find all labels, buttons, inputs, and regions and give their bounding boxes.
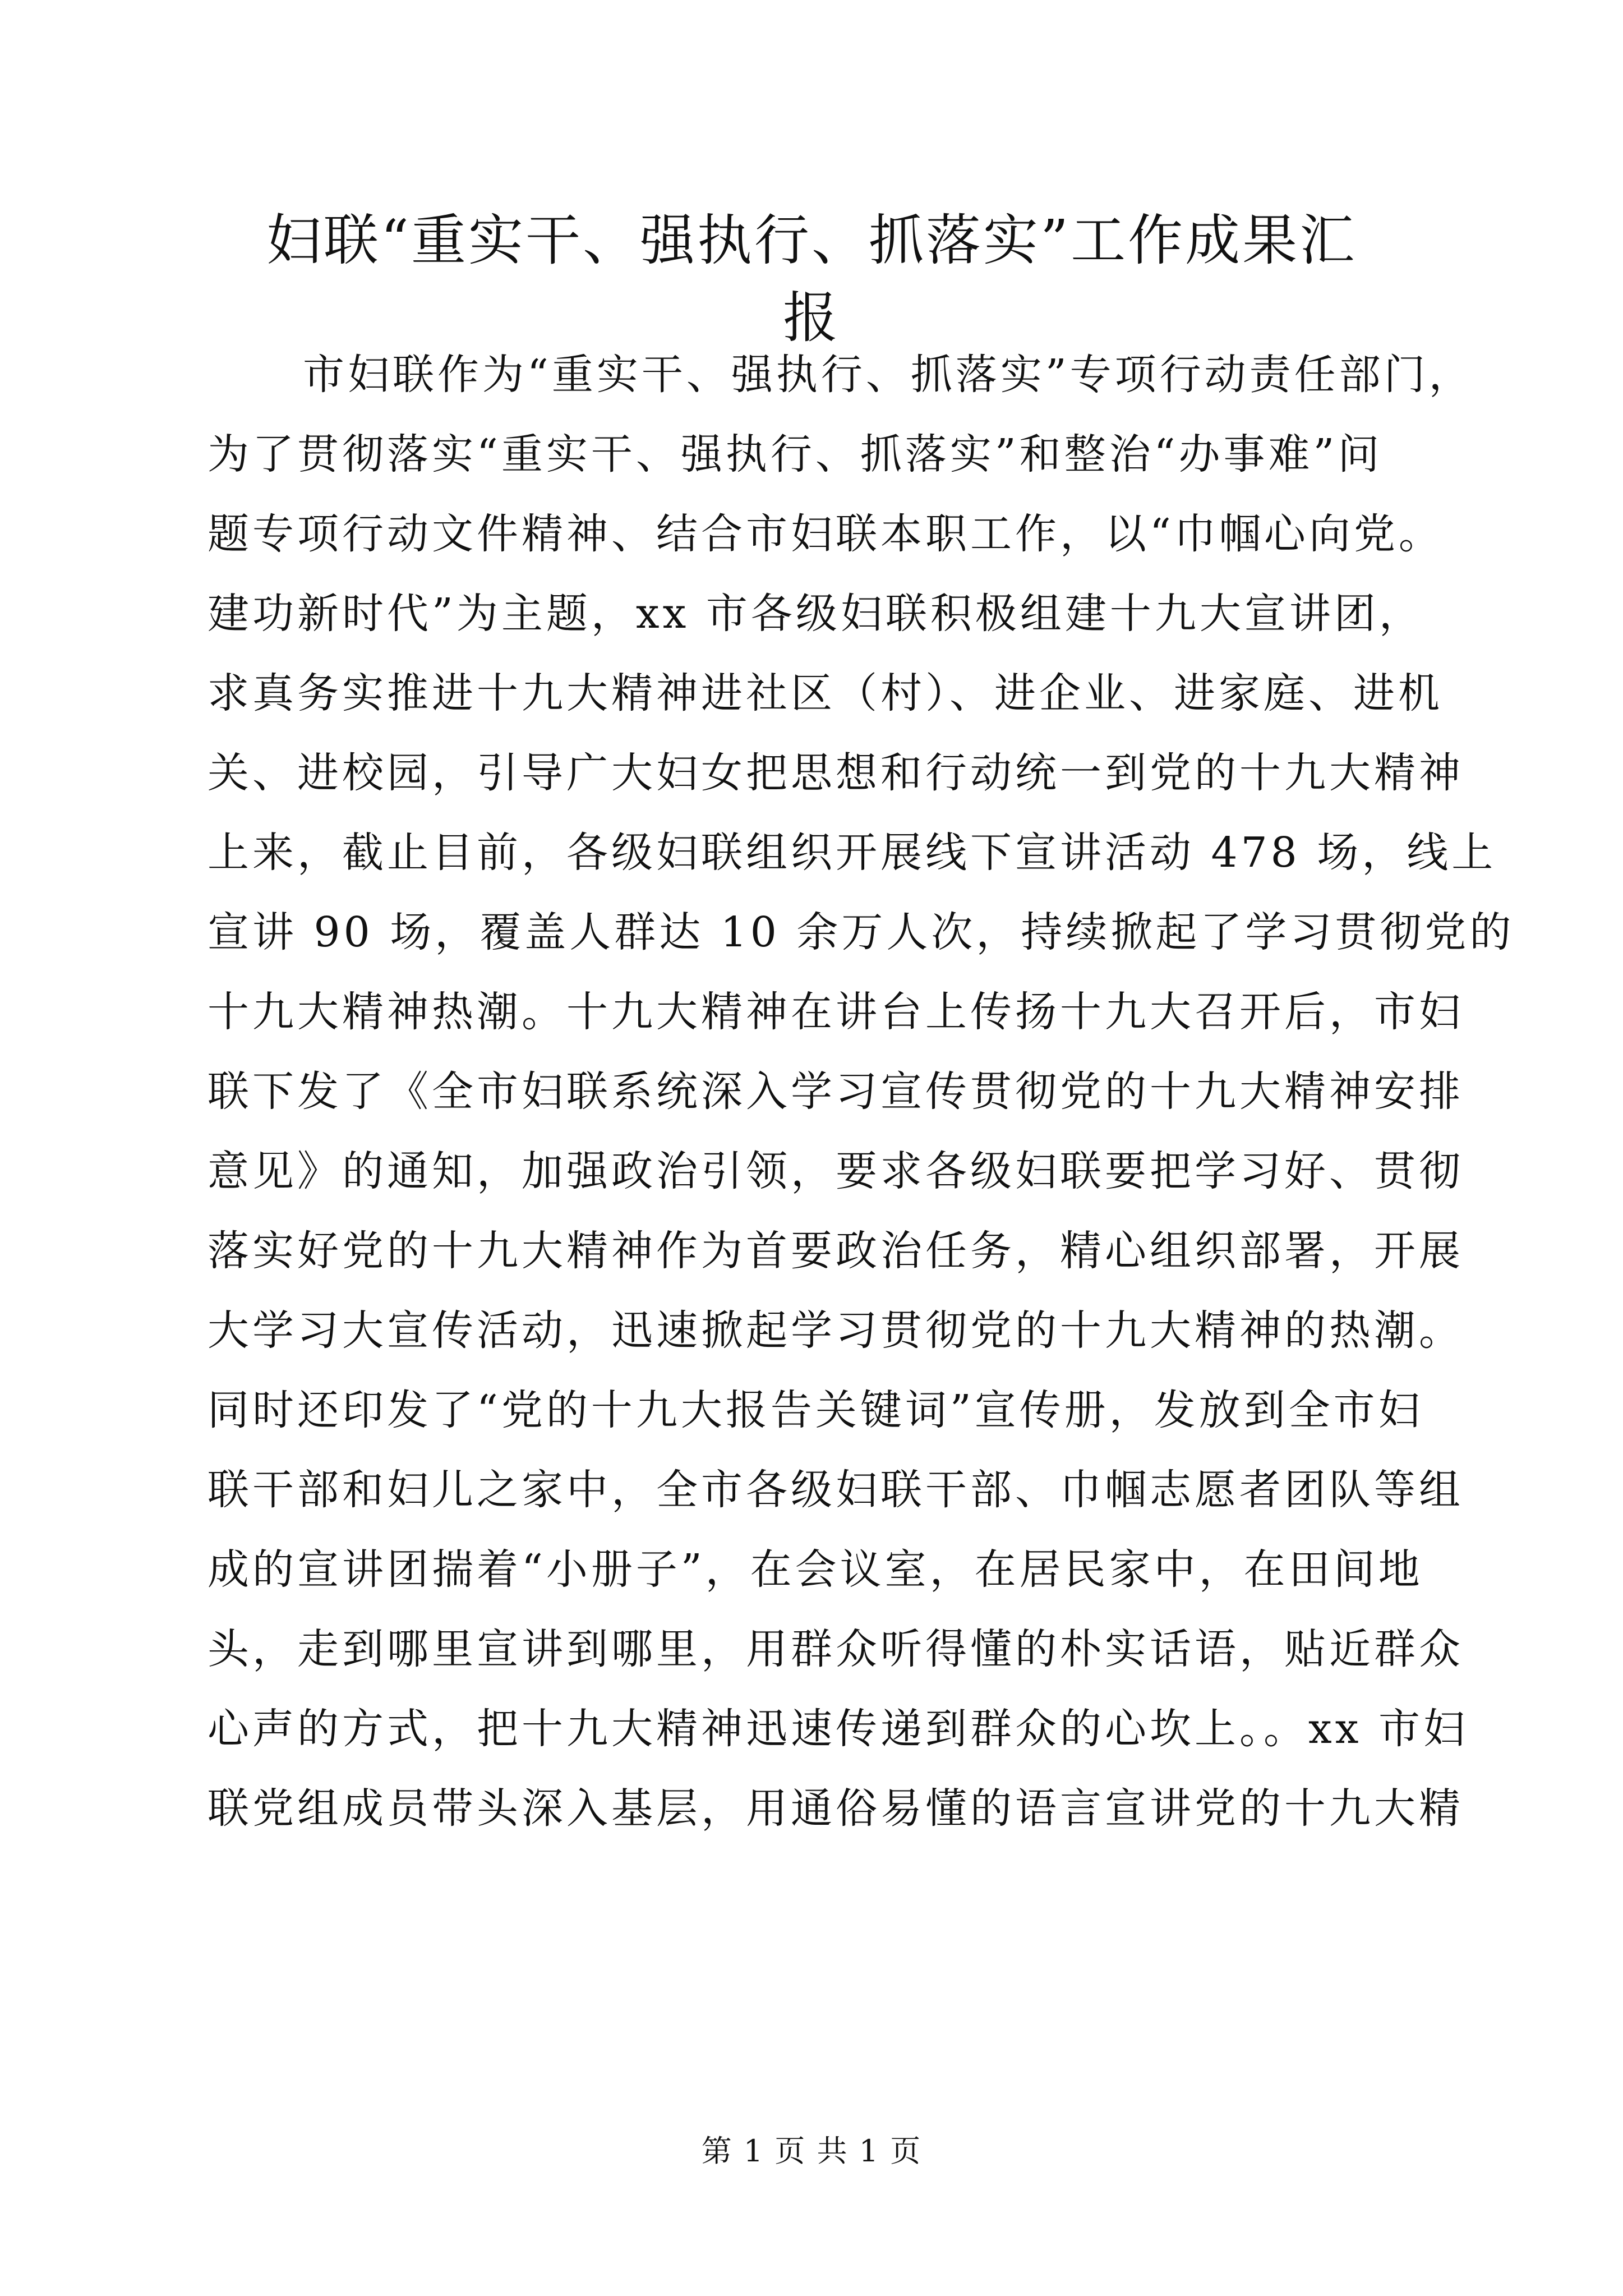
body-line: 上来，截止目前，各级妇联组织开展线下宣讲活动 478 场，线上: [208, 829, 1497, 877]
body-line: 题专项行动文件精神、结合市妇联本职工作，以“巾帼心向党。: [208, 510, 1444, 558]
body-line: 市妇联作为“重实干、强执行、抓落实”专项行动责任部门，: [303, 351, 1474, 399]
body-line: 联干部和妇儿之家中，全市各级妇联干部、巾帼志愿者团队等组: [208, 1466, 1464, 1514]
body-line: 大学习大宣传活动，迅速掀起学习贯彻党的十九大精神的热潮。: [208, 1306, 1464, 1355]
body-line: 心声的方式，把十九大精神迅速传递到群众的心坎上。。xx 市妇: [208, 1705, 1468, 1753]
document-title-line-2: 报: [782, 286, 840, 350]
body-line: 落实好党的十九大精神作为首要政治任务，精心组织部署，开展: [208, 1227, 1464, 1275]
page-number-footer: 第 1 页 共 1 页: [701, 2133, 922, 2169]
document-body: [208, 335, 1515, 1848]
body-line: 建功新时代”为主题，xx 市各级妇联积极组建十九大宣讲团，: [208, 590, 1424, 638]
body-line: 求真务实推进十九大精神进社区（村）、进企业、进家庭、进机: [208, 669, 1443, 717]
body-line: 十九大精神热潮。十九大精神在讲台上传扬十九大召开后，市妇: [208, 988, 1464, 1036]
body-line: 关、进校园，引导广大妇女把思想和行动统一到党的十九大精神: [208, 749, 1464, 797]
body-line: 宣讲 90 场，覆盖人群达 10 余万人次，持续掀起了学习贯彻党的: [208, 908, 1515, 956]
body-line: 意见》的通知，加强政治引领，要求各级妇联要把学习好、贯彻: [208, 1147, 1464, 1195]
body-line: 头，走到哪里宣讲到哪里，用群众听得懂的朴实话语，贴近群众: [208, 1625, 1464, 1673]
document-title-line-1: 妇联“重实干、强执行、抓落实”工作成果汇: [266, 209, 1357, 273]
body-line: 为了贯彻落实“重实干、强执行、抓落实”和整治“办事难”问: [208, 430, 1383, 478]
body-line: 成的宣讲团揣着“小册子”，在会议室，在居民家中，在田间地: [208, 1545, 1423, 1594]
document-title: [168, 202, 1455, 357]
body-line: 联党组成员带头深入基层，用通俗易懂的语言宣讲党的十九大精: [208, 1784, 1464, 1833]
body-line: 联下发了《全市妇联系统深入学习宣传贯彻党的十九大精神安排: [208, 1068, 1464, 1116]
body-line: 同时还印发了“党的十九大报告关键词”宣传册，发放到全市妇: [208, 1386, 1423, 1434]
